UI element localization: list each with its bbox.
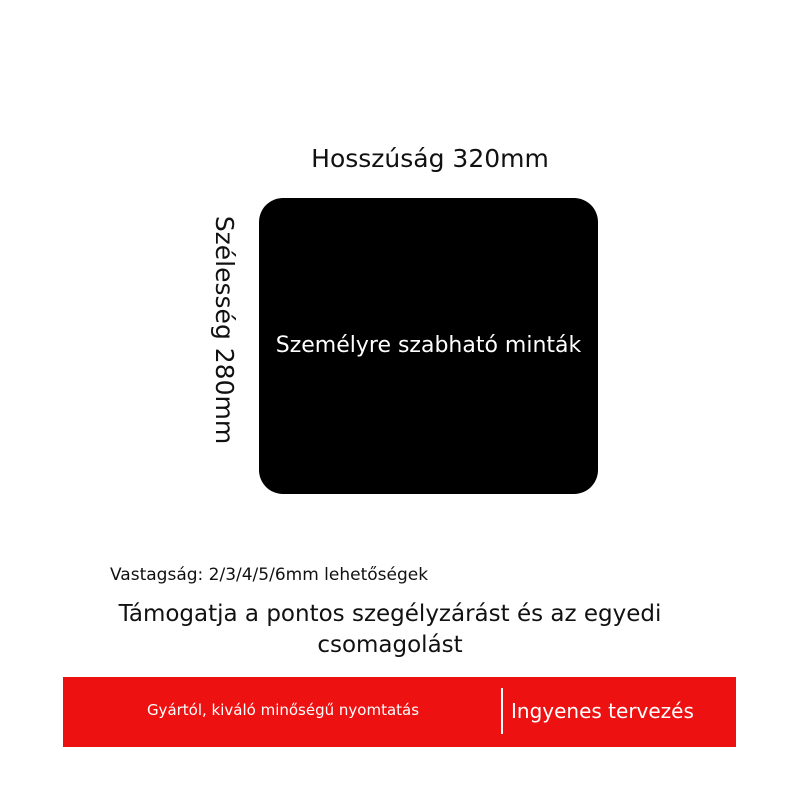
- banner-quality-text: Gyártól, kiváló minőségű nyomtatás: [146, 701, 420, 719]
- length-dimension-label: Hosszúság 320mm: [311, 144, 549, 173]
- banner-free-design-text: Ingyenes tervezés: [511, 699, 694, 723]
- mouse-pad-preview: [259, 198, 598, 494]
- thickness-options-text: Vastagság: 2/3/4/5/6mm lehetőségek: [110, 565, 429, 585]
- promo-banner: [63, 677, 736, 747]
- banner-divider: [501, 688, 503, 734]
- width-dimension-label: Szélesség 280mm: [210, 215, 239, 445]
- edge-and-packaging-text: Támogatja a pontos szegélyzárást és az egyedi csomagolást: [118, 601, 662, 658]
- mat-caption: Személyre szabható minták: [275, 333, 582, 358]
